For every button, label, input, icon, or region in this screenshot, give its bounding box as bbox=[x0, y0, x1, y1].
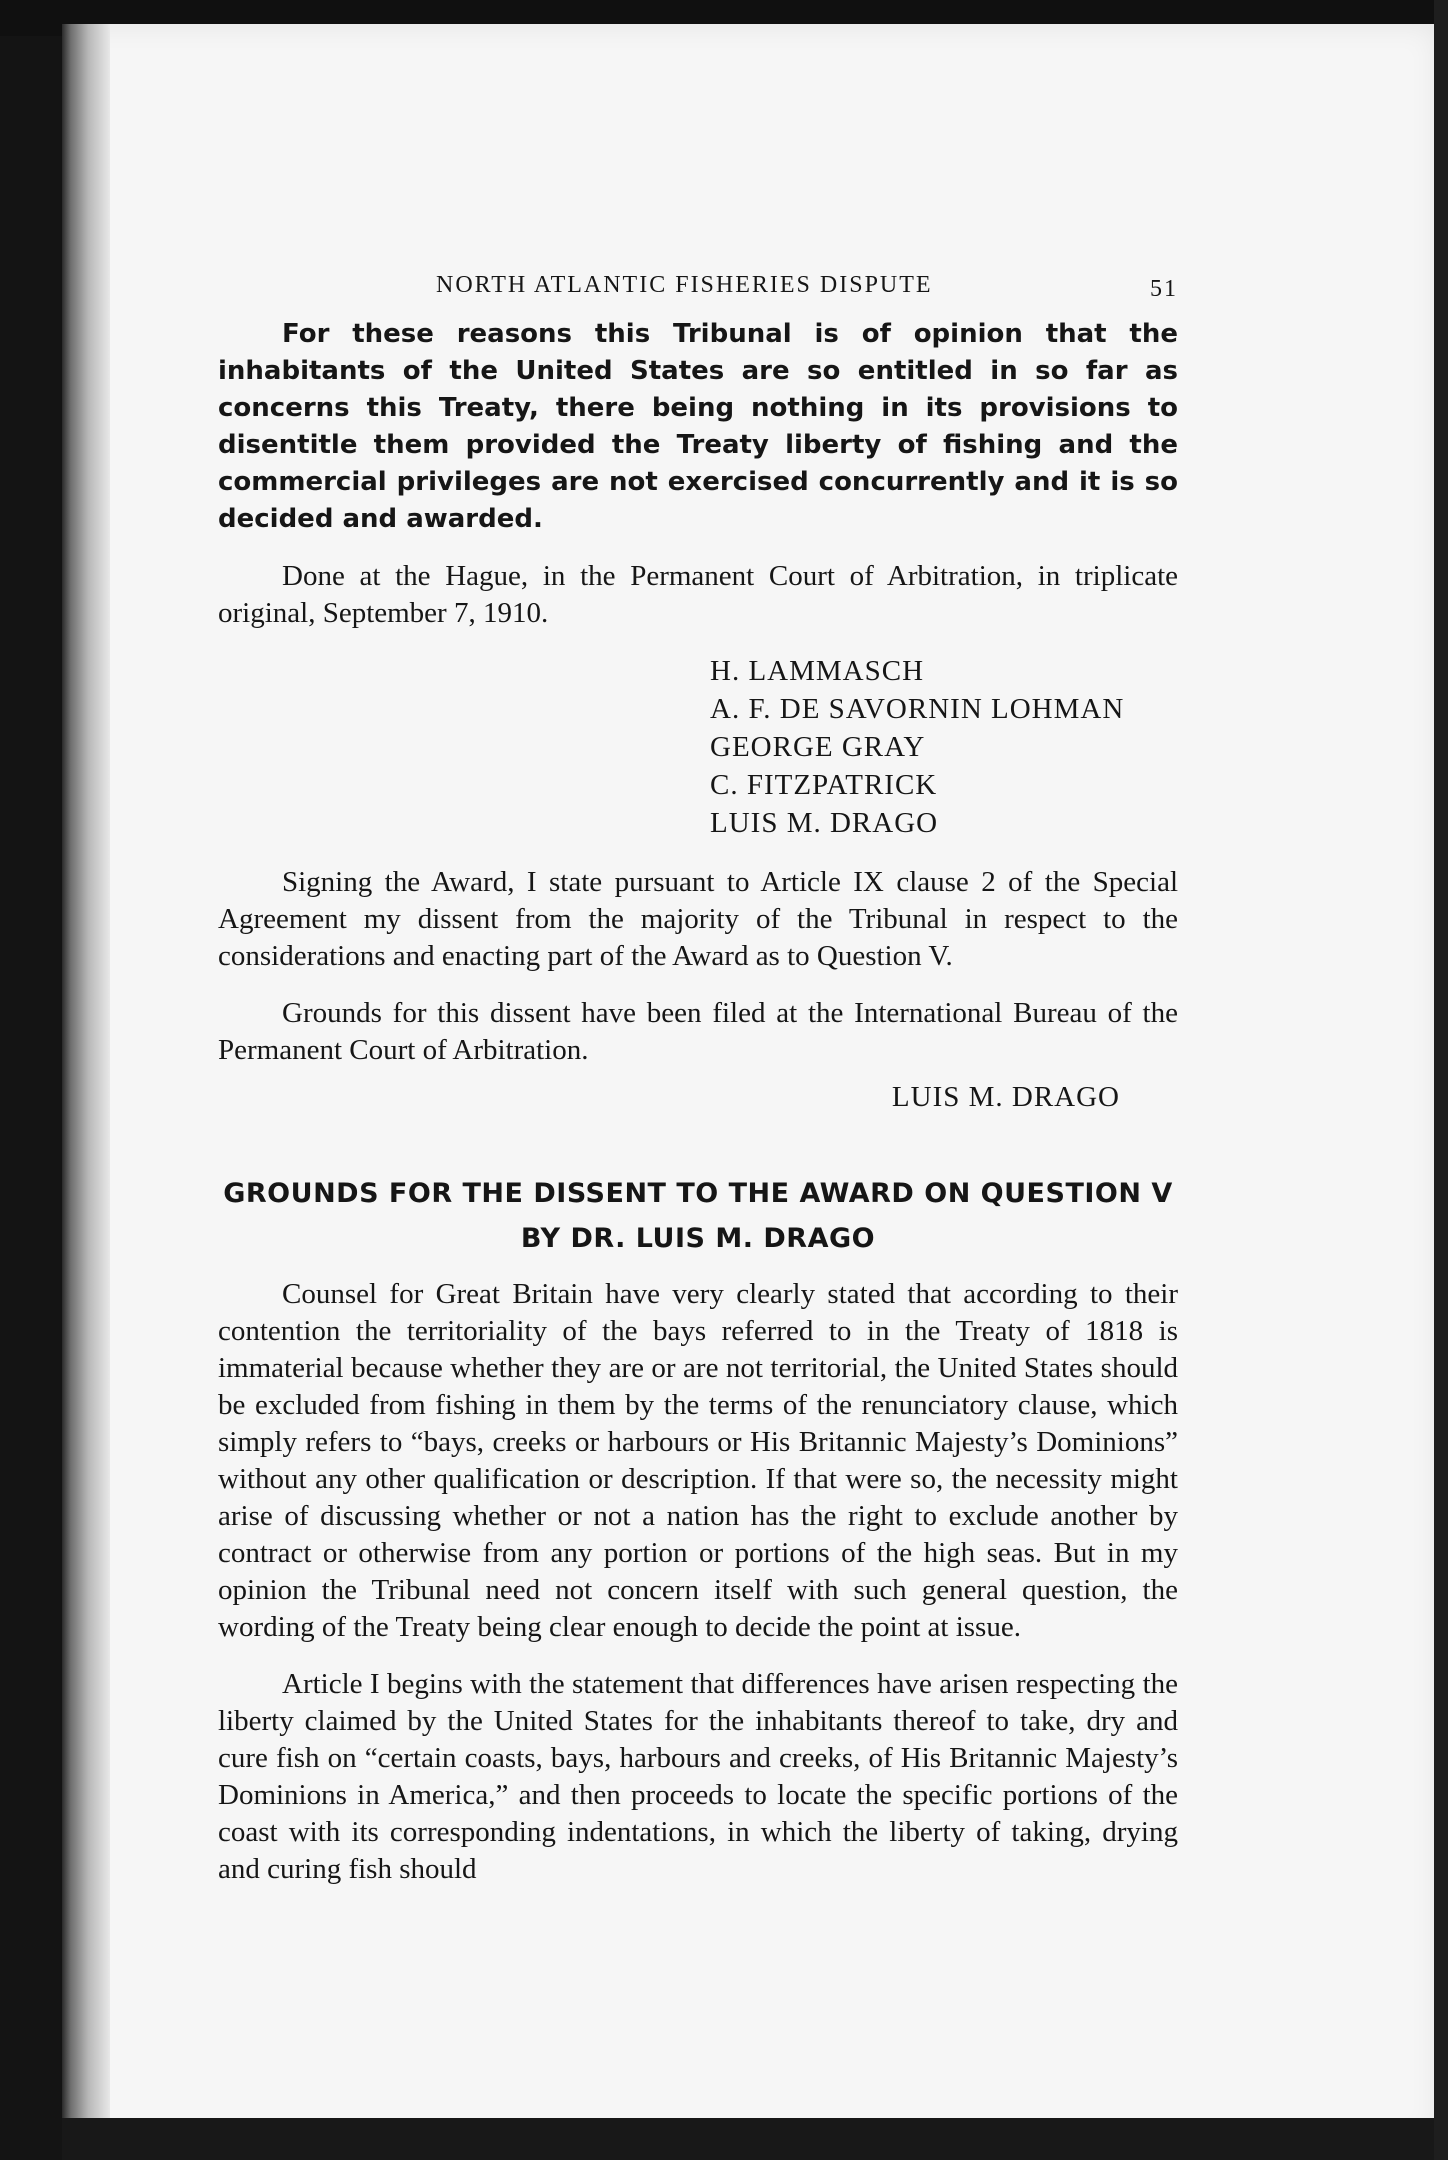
page-content bbox=[218, 262, 1178, 1908]
scan-bottom-edge bbox=[62, 2118, 1438, 2160]
done-at-paragraph: Done at the Hague, in the Permanent Court of Arbitration, in triplicate original, September 7, 1910. bbox=[218, 560, 1178, 629]
scan-right-edge bbox=[1434, 0, 1448, 2160]
award-conclusion-paragraph: For these reasons this Tribunal is of opinion that the inhabitants of the United States are so entitled in so far as concerns this Treaty, there being nothing in its provisions to disentitle them provided the Treaty liberty of fishing and the commercial privileges are not exercised concurrently and it is so decided and awarded. bbox=[218, 319, 1178, 534]
body-paragraph: Article I begins with the statement that differences have arisen respecting the liberty claimed by the United States for the inhabitants thereof to take, dry and cure fish on “certain coasts, bays, harbours and creeks, of His Britannic Majesty’s Dominions in America,” and then proceeds to locate the specific portions of the coast with its corresponding indentations, in which the liberty of taking, drying and curing fish should bbox=[218, 1668, 1178, 1885]
page-binding-gutter bbox=[62, 24, 110, 2142]
signatory-name: A. F. DE SAVORNIN LOHMAN bbox=[710, 693, 1125, 725]
grounds-filed-paragraph: Grounds for this dissent have been filed at the International Bureau of the Permanent Court of Arbitration. bbox=[218, 997, 1178, 1066]
signatory-name: H. LAMMASCH bbox=[710, 655, 925, 687]
signatory-name: LUIS M. DRAGO bbox=[710, 807, 939, 839]
signatory-name: C. FITZPATRICK bbox=[710, 769, 938, 801]
running-head bbox=[218, 262, 1178, 302]
dissent-statement-paragraph: Signing the Award, I state pursuant to Article IX clause 2 of the Special Agreement my dissent from the majority of the Tribunal in respect to the considerations and enacting part of the Award as to Question V. bbox=[218, 866, 1178, 972]
dissent-signature: LUIS M. DRAGO bbox=[891, 1081, 1120, 1113]
body-paragraph: Counsel for Great Britain have very clearly stated that according to their contention the territoriality of the bays referred to in the Treaty of 1818 is immaterial because whether they are or are not territorial, the United States should be excluded from fishing in them by the terms of the renunciatory clause, which simply refers to “bays, creeks or harbours or His Britannic Majesty’s Dominions” without any other qualification or description. If that were so, the necessity might arise of discussing whether or not a nation has the right to exclude another by contract or otherwise from any portion or portions of the high seas. But in my opinion the Tribunal need not concern itself with such general question, the wording of the Treaty being clear enough to decide the point at issue. bbox=[218, 1278, 1178, 1643]
signatories-block bbox=[710, 652, 1178, 842]
signatory-name: GEORGE GRAY bbox=[710, 731, 926, 763]
section-heading-line-1: GROUNDS FOR THE DISSENT TO THE AWARD ON QUESTION V bbox=[223, 1178, 1173, 1209]
page-number: 51 bbox=[1150, 276, 1178, 302]
running-head-title: NORTH ATLANTIC FISHERIES DISPUTE bbox=[436, 272, 933, 298]
section-heading-line-2: BY DR. LUIS M. DRAGO bbox=[520, 1223, 876, 1254]
